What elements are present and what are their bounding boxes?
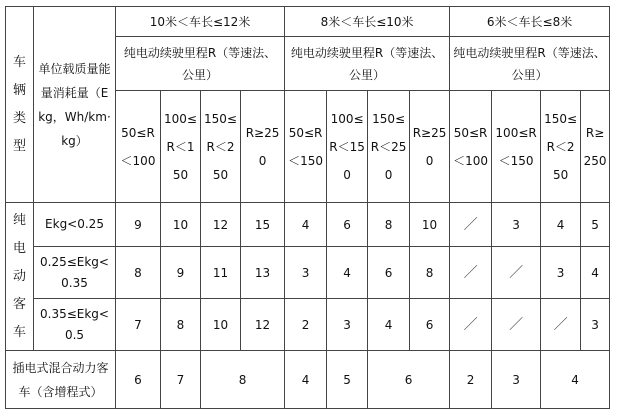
table-cell: 8 xyxy=(368,203,410,247)
table-cell: ／ xyxy=(450,247,492,299)
table-cell: 7 xyxy=(116,299,161,351)
table-cell: 11 xyxy=(201,247,241,299)
table-cell: 8 xyxy=(161,299,201,351)
ekg-range: 0.25≤Ekg<0.35 xyxy=(34,247,116,299)
table-cell: 6 xyxy=(116,351,161,409)
range-subheader: R≥250 xyxy=(241,91,285,203)
range-label: 纯电动续驶里程R（等速法、公里） xyxy=(285,37,450,91)
table-cell: 10 xyxy=(410,203,450,247)
table-cell: 8 xyxy=(410,247,450,299)
table-cell: 4 xyxy=(581,247,610,299)
table-cell: 2 xyxy=(285,299,327,351)
range-subheader: 100≤R＜150 xyxy=(161,91,201,203)
table-cell: 3 xyxy=(492,351,541,409)
range-subheader: 50≤R＜100 xyxy=(116,91,161,203)
table-cell: 5 xyxy=(327,351,368,409)
table-cell: 8 xyxy=(116,247,161,299)
table-cell: 3 xyxy=(581,299,610,351)
table-cell: 4 xyxy=(541,203,581,247)
length-group-header: 8米＜车长≤10米 xyxy=(285,7,450,37)
table-cell: 4 xyxy=(541,351,610,409)
table-cell: 3 xyxy=(541,247,581,299)
table-cell: 5 xyxy=(581,203,610,247)
table-cell: 6 xyxy=(410,299,450,351)
table-cell: 13 xyxy=(241,247,285,299)
table-cell: 6 xyxy=(327,203,368,247)
table-cell: 2 xyxy=(450,351,492,409)
table-cell: 3 xyxy=(492,203,541,247)
table-cell: 4 xyxy=(327,247,368,299)
table-cell: 10 xyxy=(201,299,241,351)
range-subheader: 50≤R＜100 xyxy=(450,91,492,203)
table-cell: ／ xyxy=(492,299,541,351)
table-cell: ／ xyxy=(541,299,581,351)
range-subheader: 100≤R＜150 xyxy=(327,91,368,203)
range-subheader: 150≤R＜250 xyxy=(368,91,410,203)
table-cell: 3 xyxy=(285,247,327,299)
range-label: 纯电动续驶里程R（等速法、公里） xyxy=(116,37,285,91)
table-cell: 4 xyxy=(368,299,410,351)
range-subheader: 150≤R＜250 xyxy=(541,91,581,203)
range-subheader: R≥250 xyxy=(410,91,450,203)
table-cell: 4 xyxy=(285,203,327,247)
table-cell: ／ xyxy=(450,299,492,351)
table-cell: 10 xyxy=(161,203,201,247)
length-group-header: 6米＜车长≤8米 xyxy=(450,7,610,37)
table-cell: 4 xyxy=(285,351,327,409)
subsidy-table xyxy=(5,6,610,409)
table-cell: 9 xyxy=(161,247,201,299)
table-cell: 6 xyxy=(368,247,410,299)
length-group-header: 10米＜车长≤12米 xyxy=(116,7,285,37)
phev-label: 插电式混合动力客车（含增程式） xyxy=(6,351,116,409)
table-cell: 9 xyxy=(116,203,161,247)
table-cell: ／ xyxy=(450,203,492,247)
table-cell: 12 xyxy=(241,299,285,351)
table-cell: 8 xyxy=(201,351,285,409)
ekg-range: Ekg<0.25 xyxy=(34,203,116,247)
range-label: 纯电动续驶里程R（等速法、公里） xyxy=(450,37,610,91)
range-subheader: 50≤R＜150 xyxy=(285,91,327,203)
table-cell: 15 xyxy=(241,203,285,247)
table-cell: 6 xyxy=(368,351,450,409)
table-cell: 12 xyxy=(201,203,241,247)
table-cell: ／ xyxy=(492,247,541,299)
table-cell: 3 xyxy=(327,299,368,351)
vehicle-type-header: 车辆类型 xyxy=(6,7,34,203)
range-subheader: R≥250 xyxy=(581,91,610,203)
unit-energy-header: 单位载质量能量消耗量（Ekg，Wh/km·kg） xyxy=(34,7,116,203)
range-subheader: 100≤R＜150 xyxy=(492,91,541,203)
range-subheader: 150≤R＜250 xyxy=(201,91,241,203)
ekg-range: 0.35≤Ekg<0.5 xyxy=(34,299,116,351)
table-cell: 7 xyxy=(161,351,201,409)
bev-label: 纯电动客车 xyxy=(6,203,34,351)
